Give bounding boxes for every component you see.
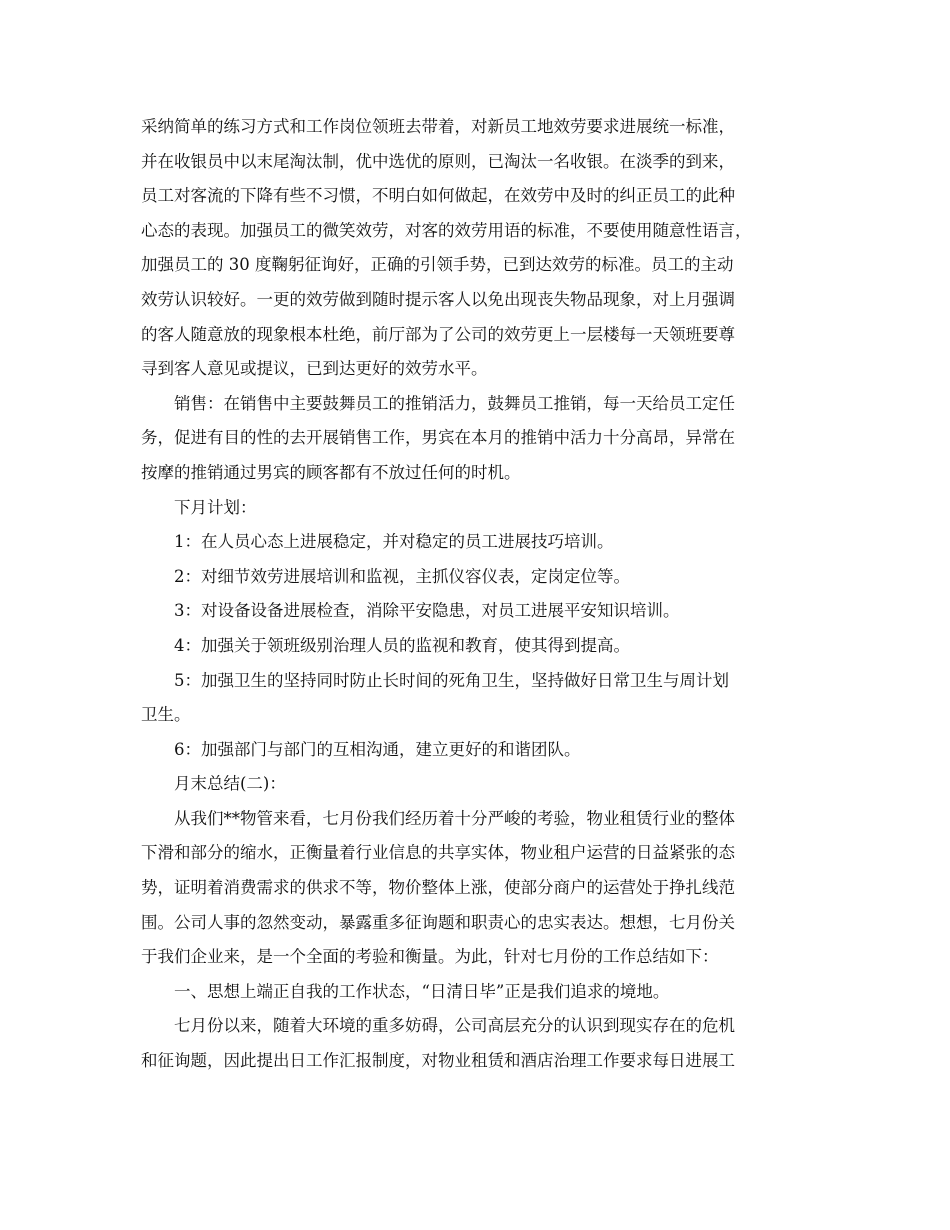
list-item: 5：加强卫生的坚持同时防止长时间的死角卫生，坚持做好日常卫生与周计划: [174, 670, 729, 690]
document-body: [141, 110, 821, 1079]
text-line: 于我们企业来，是一个全面的考验和衡量。为此，针对七月份的工作总结如下：: [141, 947, 719, 967]
paragraph-start-line: 销售：在销售中主要鼓舞员工的推销活力，鼓舞员工推销，每一天给员工定任: [174, 393, 735, 413]
text-line: 围。公司人事的忽然变动，暴露重多征询题和职责心的忠实表达。想想，七月份关: [141, 912, 735, 932]
text-line: 采纳简单的练习方式和工作岗位领班去带着，对新员工地效劳要求进展统一标准，: [141, 117, 735, 136]
text-line: 按摩的推销通过男宾的顾客都有不放过任何的时机。: [141, 462, 521, 482]
text-line: 的客人随意放的现象根本杜绝，前厅部为了公司的效劳更上一层楼每一天领班要尊: [141, 324, 735, 344]
section-heading: 一、思想上端正自我的工作状态，“日清日毕”正是我们追求的境地。: [174, 981, 670, 1001]
text-line: 并在收银员中以末尾淘汰制，优中选优的原则，已淘汰一名收银。在淡季的到来，: [141, 151, 735, 171]
section-heading: 月末总结(二)：: [174, 774, 286, 794]
text-line: 下滑和部分的缩水，正衡量着行业信息的共享实体，物业租户运营的日益紧张的态: [141, 843, 735, 863]
section-heading: 下月计划：: [174, 497, 257, 517]
text-line: 员工对客流的下降有些不习惯，不明白如何做起，在效劳中及时的纠正员工的此种: [141, 186, 735, 206]
text-line: 心态的表现。加强员工的微笑效劳，对客的效劳用语的标准，不要使用随意性语言，: [141, 220, 752, 240]
list-item: 4：加强关于领班级别治理人员的监视和教育，使其得到提高。: [174, 635, 630, 655]
list-item: 2：对细节效劳进展培训和监视，主抓仪容仪表，定岗定位等。: [174, 566, 630, 586]
text-line: 加强员工的 30 度鞠躬征询好，正确的引领手势，已到达效劳的标准。员工的主动: [141, 255, 734, 275]
list-item: 3：对设备设备进展检查，消除平安隐患，对员工进展平安知识培训。: [174, 601, 680, 621]
paragraph-start-line: 七月份以来，随着大环境的重多妨碍，公司高层充分的认识到现实存在的危机: [174, 1016, 735, 1036]
list-item: 1：在人员心态上进展稳定，并对稳定的员工进展技巧培训。: [174, 532, 614, 552]
text-line: 寻到客人意见或提议，已到达更好的效劳水平。: [141, 359, 488, 379]
text-line: 效劳认识较好。一更的效劳做到随时提示客人以免出现丧失物品现象，对上月强调: [141, 289, 735, 309]
text-line: 势，证明着消费需求的供求不等，物价整体上涨，使部分商户的运营处于挣扎线范: [141, 878, 735, 898]
text-line: 务，促进有目的性的去开展销售工作，男宾在本月的推销中活力十分高昂，异常在: [141, 428, 735, 448]
text-line: 和征询题，因此提出日工作汇报制度，对物业租赁和酒店治理工作要求每日进展工: [141, 1051, 735, 1071]
text-line: 卫生。: [141, 705, 191, 725]
paragraph-start-line: 从我们**物管来看，七月份我们经历着十分严峻的考验，物业租赁行业的整体: [174, 808, 735, 828]
list-item: 6：加强部门与部门的互相沟通，建立更好的和谐团队。: [174, 739, 581, 759]
